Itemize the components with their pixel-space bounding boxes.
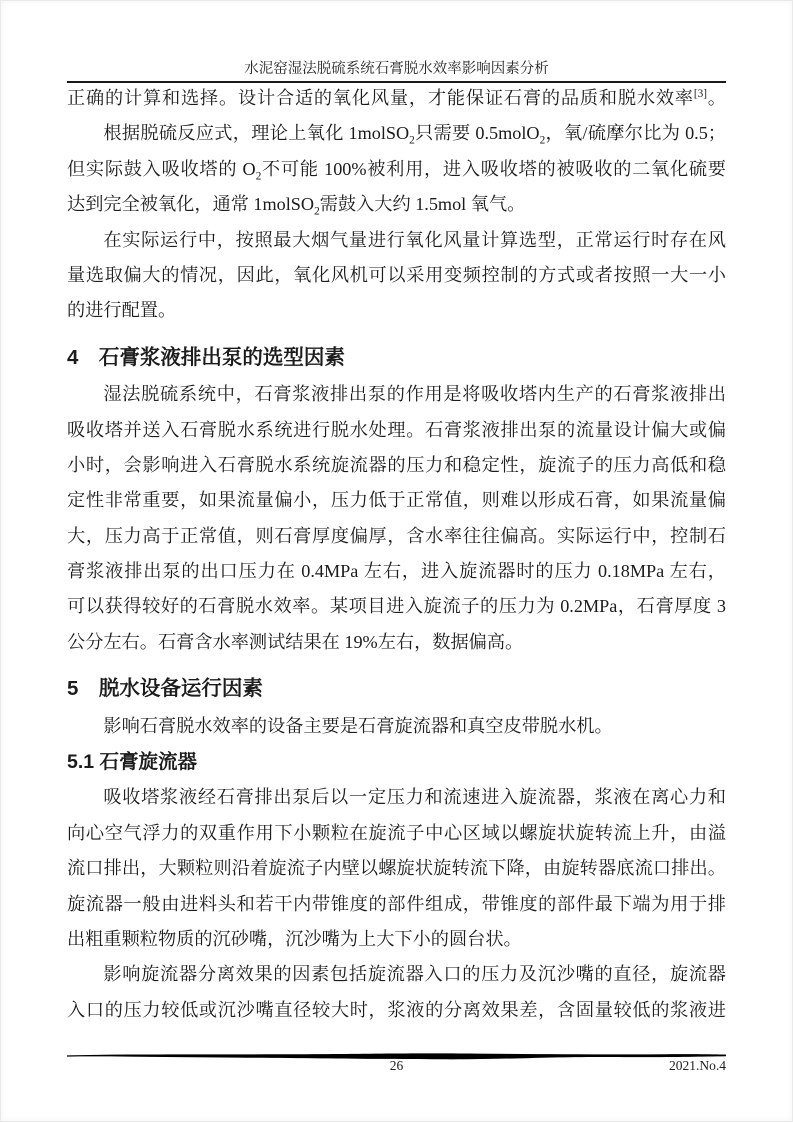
paragraph-line: 出粗重颗粒物质的沉砂嘴，沉沙嘴为上大下小的圆台状。 [67,928,522,949]
paragraph-line: 量选取偏大的情况，因此，氧化风机可以采用变频控制的方式或者按照一大一小 [67,264,726,285]
paragraph-line: 旋流器一般由进料头和若干内带锥度的部件组成，带锥度的部件最下端为用于排 [67,893,726,914]
paragraph-line: 膏浆液排出泵的出口压力在 0.4MPa 左右，进入旋流器时的压力 0.18MPa 左右， [67,561,726,582]
paragraph-line: 的进行配置。 [67,300,177,321]
paragraph-line: 流口排出，大颗粒则沿着旋流子内壁以螺旋状旋转流下降，由旋转器底流口排出。 [67,858,726,879]
paragraph-line: 影响石膏脱水效率的设备主要是石膏旋流器和真空皮带脱水机。 [103,715,613,736]
page-number: 26 [389,1058,404,1073]
paragraph-line: 可以获得较好的石膏脱水效率。某项目进入旋流子的压力为 0.2MPa，石膏厚度 3 [67,596,726,617]
section-heading: 5.1 石膏旋流器 [67,751,198,774]
paragraph-line: 向心空气浮力的双重作用下小颗粒在旋流子中心区域以螺旋状旋转流上升，由溢 [67,822,726,843]
paragraph-line: 公分左右。石膏含水率测试结果在 19%左右，数据偏高。 [67,631,524,652]
issue-number: 2021.No.4 [669,1058,726,1073]
paragraph-line: 但实际鼓入吸收塔的 $O_2$不可能 100%被利用，进入吸收塔的被吸收的二氧化硫要 [67,158,726,183]
paragraph-line: 小时，会影响进入石膏脱水系统旋流器的压力和稳定性，旋流子的压力高低和稳 [67,454,726,475]
paragraph-line: 吸收塔浆液经石膏排出泵后以一定压力和流速进入旋流器，浆液在离心力和 [103,787,726,808]
paragraph-line: 正确的计算和选择。设计合适的氧化风量，才能保证石膏的品质和脱水效率[3]。 [67,87,726,108]
paragraph-line: 定性非常重要，如果流量偏小，压力低于正常值，则难以形成石膏，如果流量偏 [67,490,726,511]
paragraph-line: 湿法脱硫系统中，石膏浆液排出泵的作用是将吸收塔内生产的石膏浆液排出 [103,384,726,405]
footer-rule [67,1048,726,1058]
section-heading: 5 脱水设备运行因素 [67,677,263,701]
body-text [67,81,726,1028]
section-heading: 4 石膏浆液排出泵的选型因素 [67,345,345,369]
paragraph-line: 吸收塔并送入石膏脱水系统进行脱水处理。石膏浆液排出泵的流量设计偏大或偏 [67,419,726,440]
paragraph-line: 达到完全被氧化，通常 1molSO$_2$需鼓入大约 1.5mol 氧气。 [67,194,526,218]
paragraph-line: 根据脱硫反应式，理论上氧化 1molSO$_2$只需要 0.5molO$_2$，氧/硫摩尔比为 0.5； [103,123,726,148]
paragraph-line: 影响旋流器分离效果的因素包括旋流器入口的压力及沉沙嘴的直径，旋流器 [103,964,726,985]
paragraph-line: 大，压力高于正常值，则石膏厚度偏厚，含水率往往偏高。实际运行中，控制石 [67,525,726,546]
paragraph-line: 入口的压力较低或沉沙嘴直径较大时，浆液的分离效果差，含固量较低的浆液进 [67,999,726,1020]
running-title: 水泥窑湿法脱硫系统石膏脱水效率影响因素分析 [244,61,549,77]
paragraph-line: 在实际运行中，按照最大烟气量进行氧化风量计算选型，正常运行时存在风 [103,229,726,250]
